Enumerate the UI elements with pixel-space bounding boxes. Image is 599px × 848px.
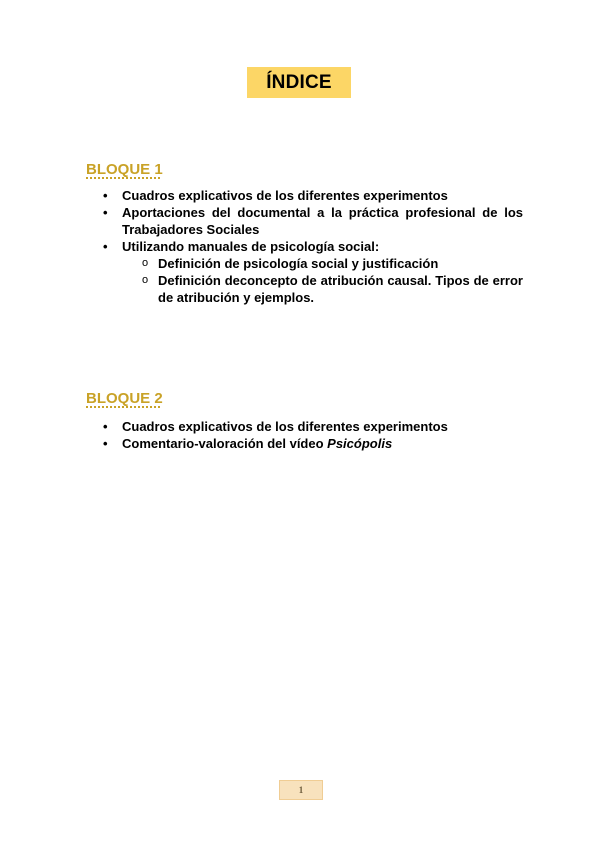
bullet-icon: •	[103, 239, 108, 254]
circle-bullet-icon: o	[142, 274, 149, 286]
bullet-icon: •	[103, 436, 108, 451]
sub-list-item-text: Definición deconcepto de atribución causal. Tipos de error de atribución y ejemplos.	[158, 273, 523, 305]
list-item-text: Utilizando manuales de psicología social:	[122, 239, 380, 254]
block-1-list	[103, 187, 523, 306]
list-item-text: Comentario-valoración del vídeo	[122, 436, 328, 451]
sub-list-item	[122, 272, 523, 306]
block-1-heading: BLOQUE 1	[86, 161, 163, 178]
bullet-icon: •	[103, 188, 108, 203]
sub-list	[122, 255, 523, 306]
bullet-icon: •	[103, 419, 108, 434]
block-2-heading: BLOQUE 2	[86, 390, 163, 407]
list-item-text: Cuadros explicativos de los diferentes experimentos	[122, 188, 448, 203]
page-number: 1	[298, 785, 304, 795]
list-item	[103, 435, 523, 452]
circle-bullet-icon: o	[142, 257, 149, 269]
index-title-box	[247, 67, 351, 98]
list-item	[103, 418, 523, 435]
sub-list-item-text: Definición de psicología social y justificación	[158, 256, 439, 271]
list-item	[103, 238, 523, 306]
list-item-text: Cuadros explicativos de los diferentes experimentos	[122, 419, 448, 434]
list-item	[103, 204, 523, 238]
bullet-icon: •	[103, 205, 108, 220]
index-title: ÍNDICE	[266, 71, 332, 93]
sub-list-item	[122, 255, 523, 272]
page-number-badge	[279, 780, 323, 800]
list-item-text: Aportaciones del documental a la práctica profesional de los Trabajadores Sociales	[122, 205, 523, 237]
video-title: Psicópolis	[327, 436, 393, 451]
list-item	[103, 187, 523, 204]
block-2-list	[103, 418, 523, 452]
